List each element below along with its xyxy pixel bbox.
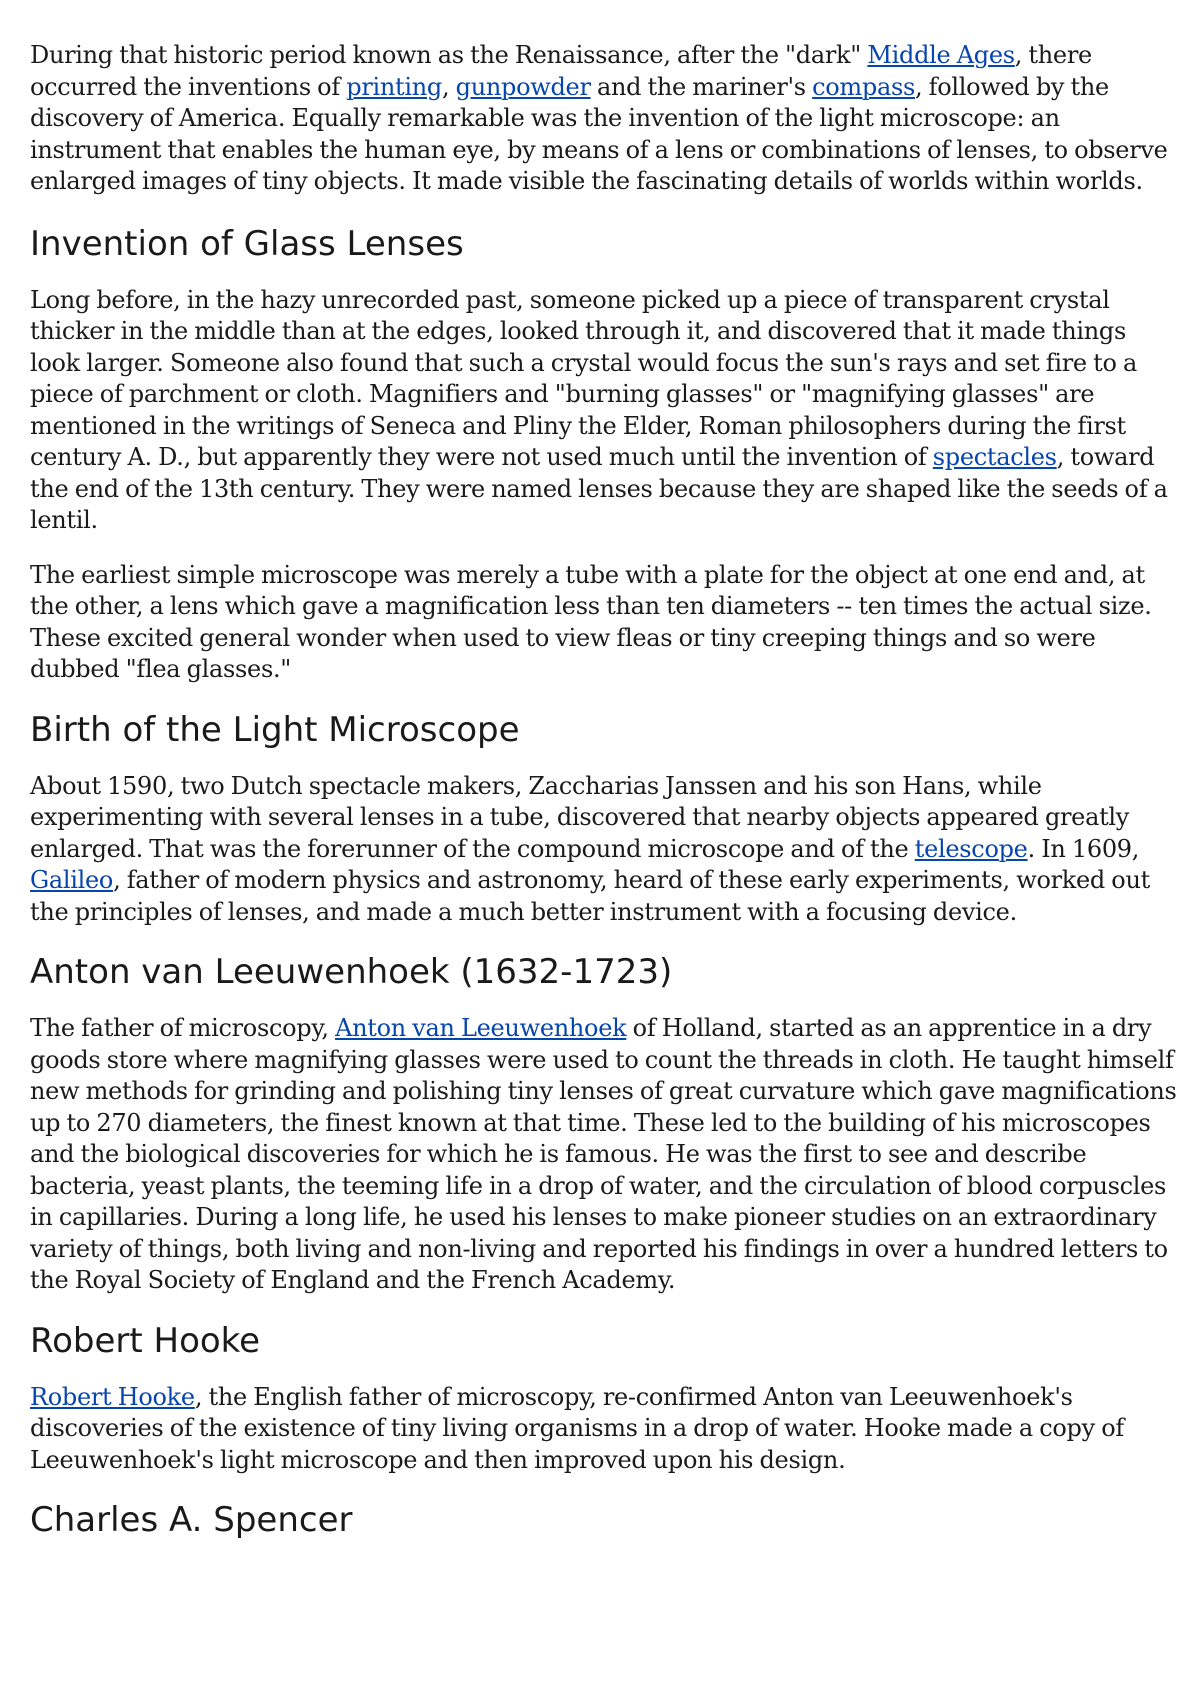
text-run: , father of modern physics and astronomy, heard of these early experiments, worked out the principles of lenses, and made a much better instrument with a focusing device.	[30, 866, 1150, 926]
text-run: , there occurred the inventions of	[30, 41, 1092, 101]
birth-microscope-paragraph	[30, 771, 1180, 929]
text-run: The father of microscopy,	[30, 1014, 336, 1042]
text-run: , toward the end of the 13th century. They were named lenses because they are shaped like the seeds of a lentil.	[30, 443, 1168, 534]
text-run: and the mariner's	[590, 72, 813, 101]
text-run: , followed by the discovery of America. Equally remarkable was the invention of the light microscope: an instrument that enables the human eye, by means of a lens or combinations of lenses, to observe enlarged images of tiny objects. It made visible the fascinating details of worlds within worlds.	[30, 72, 1168, 195]
text-run: , the English father of microscopy, re-confirmed Anton van Leeuwenhoek's discoveries of the existence of tiny living organisms in a drop of water. Hooke made a copy of Leeuwenhoek's light microscope and then improved upon his design.	[30, 1382, 1124, 1474]
link-gunpowder[interactable]: gunpowder	[455, 72, 591, 101]
leeuwenhoek-paragraph	[30, 1013, 1180, 1297]
glass-lenses-paragraph-1	[30, 285, 1180, 537]
link-printing[interactable]: printing	[346, 72, 442, 101]
text-run: ,	[441, 72, 456, 101]
link-middle-ages[interactable]: Middle Ages	[867, 41, 1015, 69]
text-run: of Holland, started as an apprentice in a dry goods store where magnifying glasses were used to count the threads in cloth. He taught himself new methods for grinding and polishing tiny lenses of great curvature which gave magnifications up to 270 diameters, the finest known at that time. These led to the building of his microscopes and the biological discoveries for which he is famous. He was the first to see and describe bacteria, yeast plants, the teeming life in a drop of water, and the circulation of blood corpuscles in capillaries. During a long life, he used his lenses to make pioneer studies on an extraordinary variety of things, both living and non-living and reported his findings in over a hundred letters to the Royal Society of England and the French Academy.	[30, 1014, 1177, 1294]
heading-anton-van-leeuwenhoek: Anton van Leeuwenhoek (1632-1723)	[30, 952, 673, 992]
heading-robert-hooke: Robert Hooke	[30, 1320, 261, 1361]
text-run: . In 1609,	[1027, 834, 1140, 863]
heading-birth-of-light-microscope: Birth of the Light Microscope	[30, 709, 520, 750]
heading-invention-of-glass-lenses: Invention of Glass Lenses	[30, 223, 464, 264]
hooke-paragraph	[30, 1382, 1180, 1477]
intro-paragraph	[30, 40, 1180, 198]
link-compass[interactable]: compass	[812, 72, 915, 101]
text-run: About 1590, two Dutch spectacle makers, Zaccharias Janssen and his son Hans, while experimenting with several lenses in a tube, discovered that nearby objects appeared greatly enlarged. That was the forerunner of the compound microscope and of the	[30, 771, 1130, 863]
glass-lenses-paragraph-2: The earliest simple microscope was merely a tube with a plate for the object at one end and, at the other, a lens which gave a magnification less than ten diameters -- ten times the actual size. These excited general wonder when used to view fleas or tiny creeping things and so were dubbed "flea glasses."	[30, 560, 1152, 683]
link-robert-hooke[interactable]: Robert Hooke	[30, 1382, 195, 1411]
link-galileo[interactable]: Galileo	[30, 866, 114, 894]
link-anton-van-leeuwenhoek[interactable]: Anton van Leeuwenhoek	[335, 1014, 627, 1042]
article-body	[30, 40, 1180, 1561]
text-run: Long before, in the hazy unrecorded past, someone picked up a piece of transparent crystal thicker in the middle than at the edges, looked through it, and discovered that it made things look larger. Someone also found that such a crystal would focus the sun's rays and set fire to a piece of parchment or cloth. Magnifiers and "burning glasses" or "magnifying glasses" are mentioned in the writings of Seneca and Pliny the Elder, Roman philosophers during the first century A. D., but apparently they were not used much until the invention of	[30, 285, 1137, 471]
link-telescope[interactable]: telescope	[914, 834, 1028, 863]
text-run: During that historic period known as the Renaissance, after the "dark"	[30, 41, 868, 69]
heading-charles-a-spencer: Charles A. Spencer	[30, 1500, 353, 1540]
link-spectacles[interactable]: spectacles	[932, 443, 1057, 471]
